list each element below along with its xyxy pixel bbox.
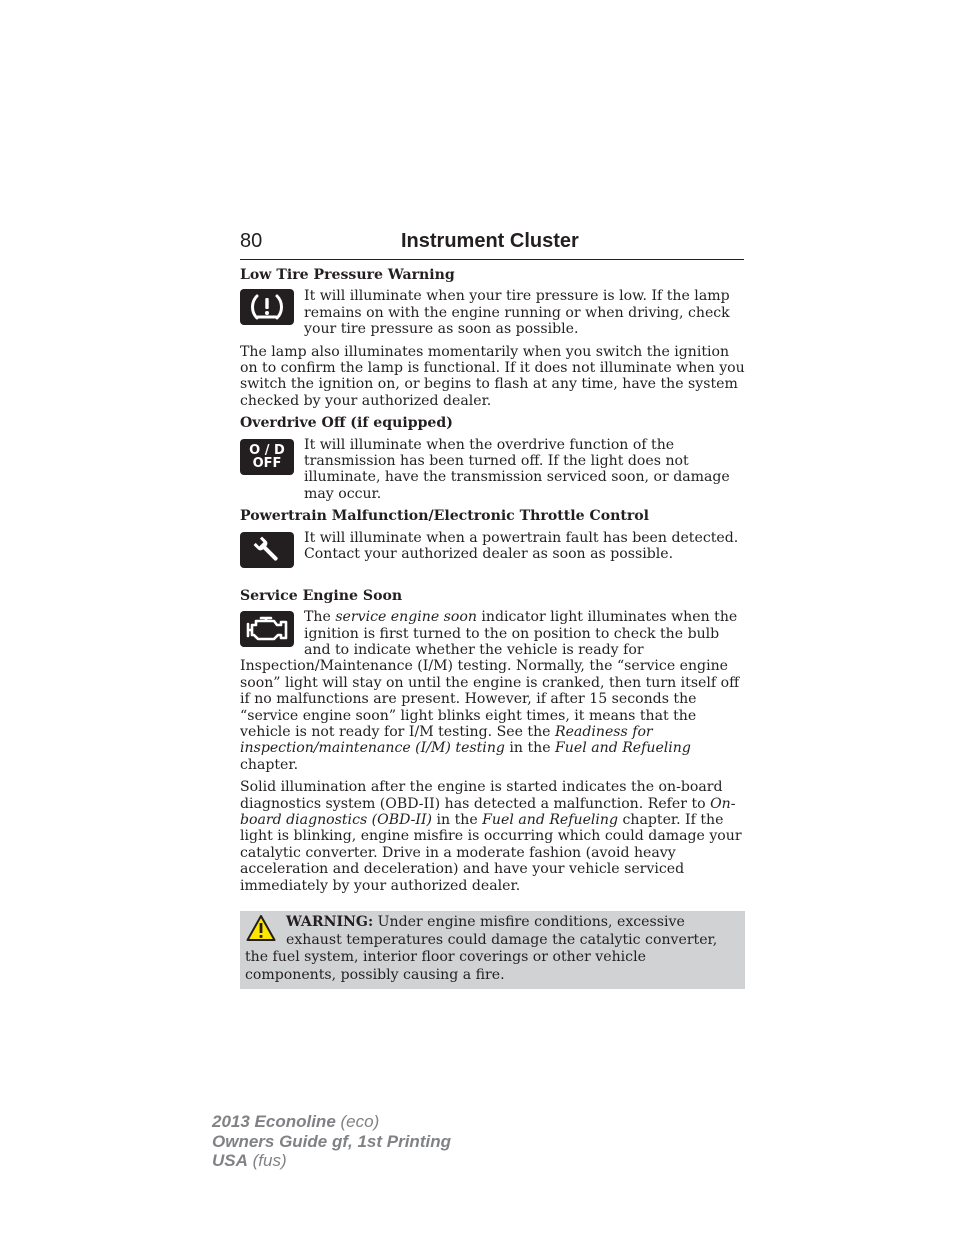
tire-pressure-icon	[240, 289, 294, 325]
service-engine-paragraph-1	[240, 609, 745, 773]
warning-label: WARNING:	[286, 914, 374, 930]
emphasis-fuel-chapter: Fuel and Refueling	[482, 811, 619, 828]
text-run: chapter. If the light is blinking, engine misfire is occurring which could damage your catalytic converter. Drive in a moderate fashion (avoid heavy acceleration and deceleration) and have your vehicle serviced immediately by your authorized dealer.	[240, 811, 742, 894]
service-engine-paragraph-2	[240, 779, 745, 894]
service-engine-heading: Service Engine Soon	[240, 587, 403, 604]
powertrain-text: It will illuminate when a powertrain fault has been detected. Contact your authorized dealer as soon as possible.	[304, 529, 739, 563]
tire-pressure-paragraph: The lamp also illuminates momentarily when you switch the ignition on to confirm the lamp is functional. If it does not illuminate when you switch the ignition on, or begins to flash at any time, have the system checked by your authorized dealer.	[240, 343, 745, 409]
emphasis-obd-reference: On-board diagnostics (OBD-II)	[240, 795, 736, 828]
overdrive-off-icon	[240, 439, 294, 475]
overdrive-icon-line2: OFF	[252, 455, 282, 471]
footer-region-code: (fus)	[247, 1151, 287, 1170]
chapter-title: Instrument Cluster	[401, 230, 579, 252]
overdrive-text: It will illuminate when the overdrive function of the transmission has been turned off. If the light does not illuminate, have the transmission serviced soon, or damage may occur.	[304, 436, 730, 502]
footer-model: 2013 Econoline	[212, 1112, 336, 1131]
emphasis-fuel-chapter: Fuel and Refueling	[555, 740, 691, 757]
overdrive-block	[240, 436, 745, 503]
overdrive-heading: Overdrive Off (if equipped)	[240, 415, 453, 432]
overdrive-icon-line1: O / D	[249, 442, 285, 458]
text-run: in the	[504, 740, 556, 757]
text-run: in the	[432, 811, 483, 828]
footer-line-3	[212, 1151, 451, 1171]
text-run: indicator light illuminates when the ignition is first turned to the on position to check the bulb and to indicate whether the vehicle is ready for Inspection/Maintenance (I/M) testing. Normally, the “service engine soon” light will stay on until the engine is cranked, then turn itself off if no malfunctions are present. However, if after 15 seconds the “service engine soon” light blinks eight times, it means that the vehicle is not ready for I/M testing. See the	[240, 609, 740, 740]
footer-model-code: (eco)	[335, 1112, 380, 1131]
emphasis-readiness-reference: Readiness for inspection/maintenance (I/M) testing	[240, 723, 653, 757]
powertrain-block	[240, 529, 745, 568]
page-footer	[212, 1112, 451, 1171]
warning-body: Under engine misfire conditions, excessive exhaust temperatures could damage the catalytic converter, the fuel system, interior floor coverings or other vehicle components, possibly causing a fire.	[245, 914, 718, 983]
footer-line-1	[212, 1112, 451, 1132]
tire-pressure-heading: Low Tire Pressure Warning	[240, 267, 455, 283]
text-run: chapter.	[240, 756, 299, 773]
footer-line-2	[212, 1132, 451, 1152]
warning-triangle-icon	[246, 914, 276, 942]
tire-pressure-text: It will illuminate when your tire pressure is low. If the lamp remains on with the engine running or when driving, check your tire pressure as soon as possible.	[304, 288, 730, 338]
footer-guide: Owners Guide gf, 1st Printing	[212, 1131, 451, 1151]
engine-icon	[240, 611, 294, 647]
page-content	[240, 267, 745, 989]
powertrain-heading: Powertrain Malfunction/Electronic Throttle Control	[240, 508, 650, 525]
text-run: The	[304, 609, 336, 626]
page-header	[240, 229, 744, 260]
emphasis-service-engine-soon: service engine soon	[335, 609, 477, 626]
page-number: 80	[240, 230, 263, 252]
warning-text	[245, 914, 740, 984]
service-engine-block	[240, 609, 745, 773]
wrench-icon	[240, 532, 294, 568]
tire-pressure-block	[240, 289, 745, 337]
warning-box	[240, 911, 745, 989]
footer-region: USA	[212, 1151, 248, 1170]
text-run: Solid illumination after the engine is started indicates the on-board diagnostics system (OBD-II) has detected a malfunction. Refer to	[240, 779, 723, 812]
